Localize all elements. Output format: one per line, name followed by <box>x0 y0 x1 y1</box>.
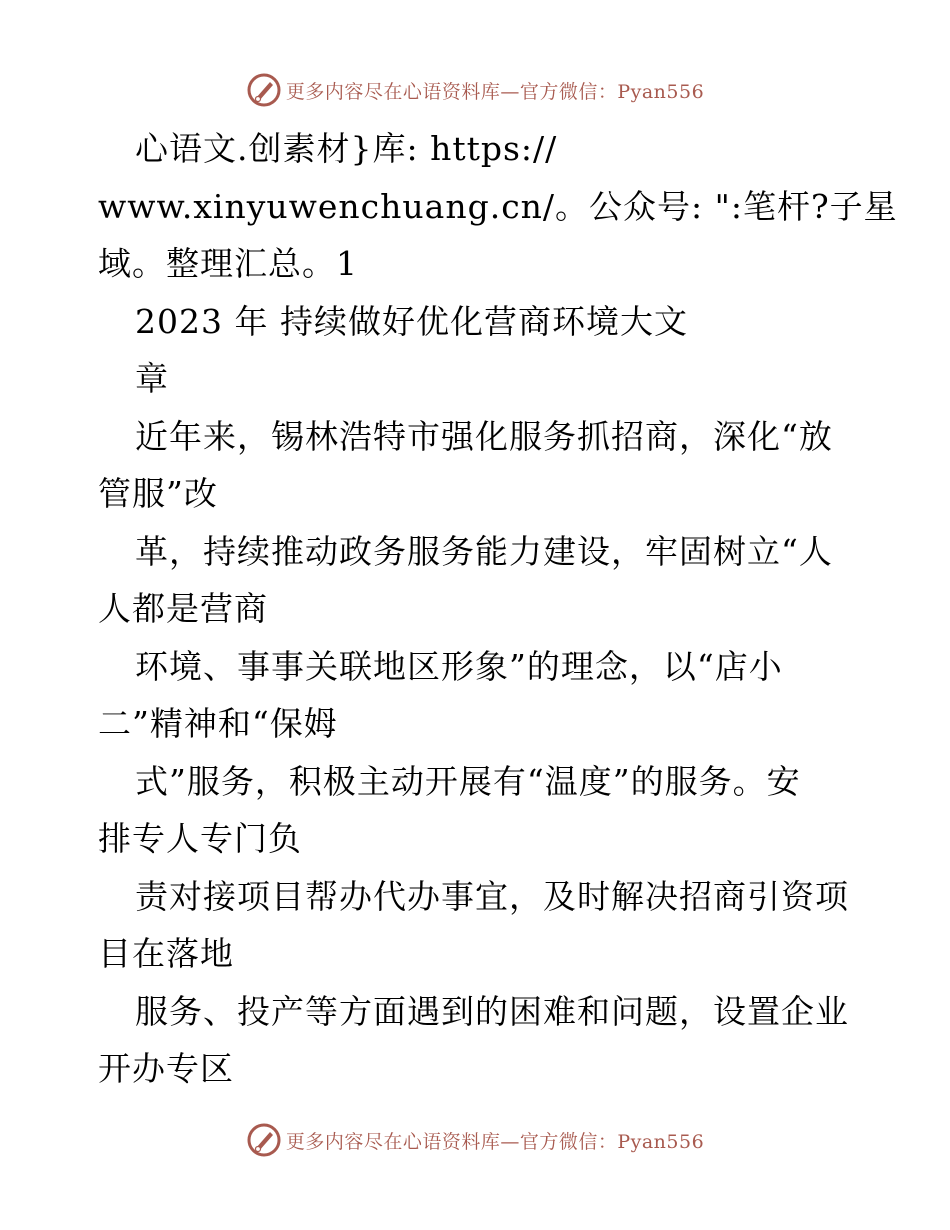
text-line: 心语文.创素材}库: https:// <box>135 129 558 168</box>
banner-text: 更多内容尽在心语资料库—官方微信：Pyan556 <box>285 1130 705 1153</box>
pen-logo-icon <box>246 1122 282 1158</box>
text-line: 2023 年 持续做好优化营商环境大文 <box>135 301 688 341</box>
text-line: 式”服务，积极主动开展有“温度”的服务。安 <box>135 761 801 801</box>
pen-logo-icon <box>246 72 282 108</box>
text-line: 近年来，锡林浩特市强化服务抓招商，深化“放 <box>135 416 833 456</box>
banner-text: 更多内容尽在心语资料库—官方微信：Pyan556 <box>285 80 705 103</box>
text-line: 人都是营商 <box>98 589 268 628</box>
footer-banner <box>0 1120 950 1160</box>
text-line: 目在落地 <box>98 934 234 973</box>
text-line: 章 <box>135 359 169 398</box>
text-line: 革，持续推动政务服务能力建设，牢固树立“人 <box>135 531 833 571</box>
text-line: www.xinyuwenchuang.cn/。公众号: ":笔杆?子星 <box>98 186 898 226</box>
text-line: 开办专区 <box>98 1049 234 1088</box>
text-line: 排专人专门负 <box>98 819 302 858</box>
text-line: 域。整理汇总。1 <box>98 244 358 283</box>
text-line: 环境、事事关联地区形象”的理念，以“店小 <box>135 646 783 686</box>
text-line: 管服”改 <box>98 474 218 513</box>
text-line: 二”精神和“保姆 <box>98 704 338 743</box>
text-line: 服务、投产等方面遇到的困难和问题，设置企业 <box>135 991 849 1031</box>
header-banner <box>0 70 950 110</box>
text-line: 责对接项目帮办代办事宜，及时解决招商引资项 <box>135 876 849 916</box>
document-body <box>98 120 898 1098</box>
